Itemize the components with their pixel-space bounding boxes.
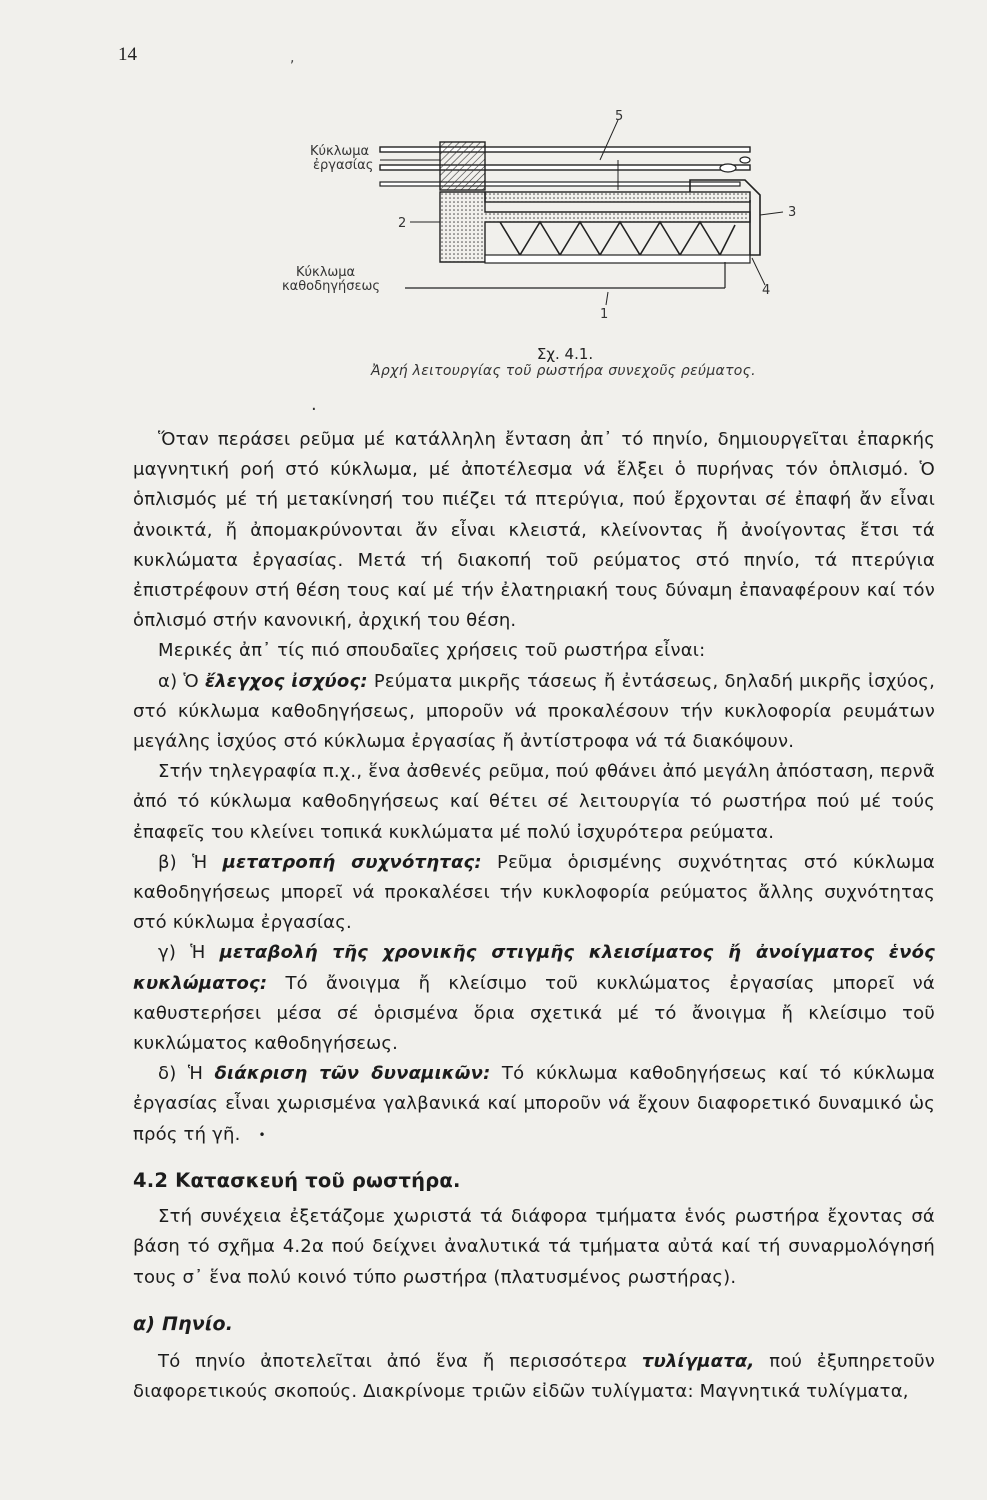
paragraph-timing: γ) Ἡ μεταβολή τῆς χρονικῆς στιγμῆς κλεισίματος ἤ ἀνοίγματος ἑνός κυκλώματος: Τό ἄνοιγμα ἤ κλείσιμο τοῦ κυκλώματος ἐργασίας μπορεῖ νά καθυστερήσει μέσα σέ ὁρισμένα ὅρια σχετικά μέ τό ἄνοιγμα ἤ κλείσιμο τοῦ κυκλώματος καθοδηγήσεως. xyxy=(133,942,936,1055)
body-text xyxy=(133,425,935,1407)
insulation-block xyxy=(440,142,485,190)
control-circuit-label-line1: Κύκλωμα xyxy=(296,265,356,280)
callout-1: 1 xyxy=(600,307,609,322)
term-potentials: διάκριση τῶν δυναμικῶν: xyxy=(214,1063,491,1085)
figure-caption-text: Ἀρχή λειτουργίας τοῦ ρωστήρα συνεχοῦς ρεύματος. xyxy=(371,363,756,379)
control-circuit-label-line2: καθοδηγήσεως xyxy=(282,279,381,294)
work-circuit-label-line2: ἐργασίας xyxy=(313,158,374,173)
callout-4: 4 xyxy=(762,283,771,298)
callout-5: 5 xyxy=(615,109,624,124)
paragraph-power-control: α) Ὁ ἔλεγχος ἰσχύος: Ρεύματα μικρῆς τάσεως ἤ ἐντάσεως, δηλαδή μικρῆς ἰσχύος, στό κύκλωμα καθοδηγήσεως, μποροῦν νά προκαλέσουν τήν κυκλοφορία ρευμάτων μεγάλης ἰσχύος στό κύκλωμα ἐργασίας ἤ ἀντίστροφα νά τά διακόψουν. xyxy=(133,670,935,753)
paragraph-potentials: δ) Ἡ διάκριση τῶν δυναμικῶν: Τό κύκλωμα καθοδηγήσεως καί τό κύκλωμα ἐργασίας εἶναι χωρισμένα γαλβανικά καί μποροῦν νά ἔχουν διαφορετικό δυναμικό ὡς πρός τή γῆ. • xyxy=(133,1063,935,1145)
term-frequency: μετατροπή συχνότητας: xyxy=(222,851,482,873)
relay-figure xyxy=(0,0,987,330)
term-timing: μεταβολή τῆς χρονικῆς στιγμῆς κλεισίματος ἤ ἀνοίγματος ἑνός κυκλώματος: xyxy=(133,942,936,994)
term-windings: τυλίγματα, xyxy=(641,1351,755,1372)
paragraph-coil: Τό πηνίο ἀποτελεῖται ἀπό ἕνα ἤ περισσότερα τυλίγματα, πού ἐξυπηρετοῦν διαφορετικούς σκοπούς. Διακρίνομε τριῶν εἰδῶν τυλίγματα: Μαγνητικά τυλίγματα, xyxy=(133,1351,936,1403)
paragraph-operation: Ὅταν περάσει ρεῦμα μέ κατάλληλη ἔνταση ἀπ᾽ τό πηνίο, δημιουργεῖται ἐπαρκής μαγνητική ροή στό κύκλωμα, μέ ἀποτέλεσμα νά ἕλξει ὁ πυρήνας τόν ὁπλισμό. Ὁ ὁπλισμός μέ τή μετακίνησή του πιέζει τά πτερύγια, πού ἔρχονται σέ ἐπαφή ἄν εἶναι ἀνοικτά, ἤ ἀπομακρύνονται ἄν εἶναι κλειστά, κλείνοντας ἤ ἀνοίγοντας ἔτσι τά κυκλώματα ἐργασίας. Μετά τή διακοπή τοῦ ρεύματος στό πηνίο, τά πτερύγια ἐπιστρέφουν στή θέση τους καί μέ τήν ἐλατηριακή τους δύναμη ἐπαναφέρουν καί τόν ὁπλισμό στήν κανονική, ἀρχική του θέση. xyxy=(133,429,935,632)
callout-3: 3 xyxy=(788,205,797,220)
section-heading: 4.2 Κατασκευή τοῦ ρωστήρα. xyxy=(133,1168,461,1192)
term-power-control: ἔλεγχος ἰσχύος: xyxy=(204,670,368,692)
paragraph-construction: Στή συνέχεια ἐξετάζομε χωριστά τά διάφορα τμήματα ἑνός ρωστήρα ἔχοντας σά βάση τό σχῆμα 4.2α πού δείχνει ἀναλυτικά τά τμήματα αὐτά καί τή συναρμολόγησή τους σ᾽ ἕνα πολύ κοινό τύπο ρωστήρα (πλατυσμένος ρωστήρας). xyxy=(133,1206,935,1288)
stray-dot: . xyxy=(311,394,317,415)
coil-winding xyxy=(500,222,735,255)
armature xyxy=(485,192,750,202)
paragraph-frequency: β) Ἡ μετατροπή συχνότητας: Ρεῦμα ὁρισμένης συχνότητας στό κύκλωμα καθοδηγήσεως μπορεῖ νά προκαλέσει τήν κυκλοφορία ρεύματος ἄλλης συχνότητας στό κύκλωμα ἐργασίας. xyxy=(133,851,935,934)
paragraph-uses-intro: Μερικές ἀπ᾽ τίς πιό σπουδαῖες χρήσεις τοῦ ρωστήρα εἶναι: xyxy=(158,640,706,662)
stray-mark: , xyxy=(290,50,295,66)
paragraph-telegraphy: Στήν τηλεγραφία π.χ., ἕνα ἀσθενές ρεῦμα, πού φθάνει ἀπό μεγάλη ἀπόσταση, περνᾶ ἀπό τό κύκλωμα καθοδηγήσεως καί θέτει σέ λειτουργία τό ρωστήρα πού μέ τούς ἐπαφεῖς του κλείνει τοπικά κυκλώματα μέ πολύ ἰσχυρότερα ρεύματα. xyxy=(133,761,935,843)
figure-caption-title: Σχ. 4.1. xyxy=(536,345,594,363)
coil-base xyxy=(485,255,750,263)
page-number: 14 xyxy=(118,44,137,65)
sub-heading-coil: α) Πηνίο. xyxy=(133,1312,234,1335)
stray-bullet: • xyxy=(258,1127,266,1142)
callout-2: 2 xyxy=(398,216,407,231)
work-circuit-label-line1: Κύκλωμα xyxy=(310,144,370,159)
